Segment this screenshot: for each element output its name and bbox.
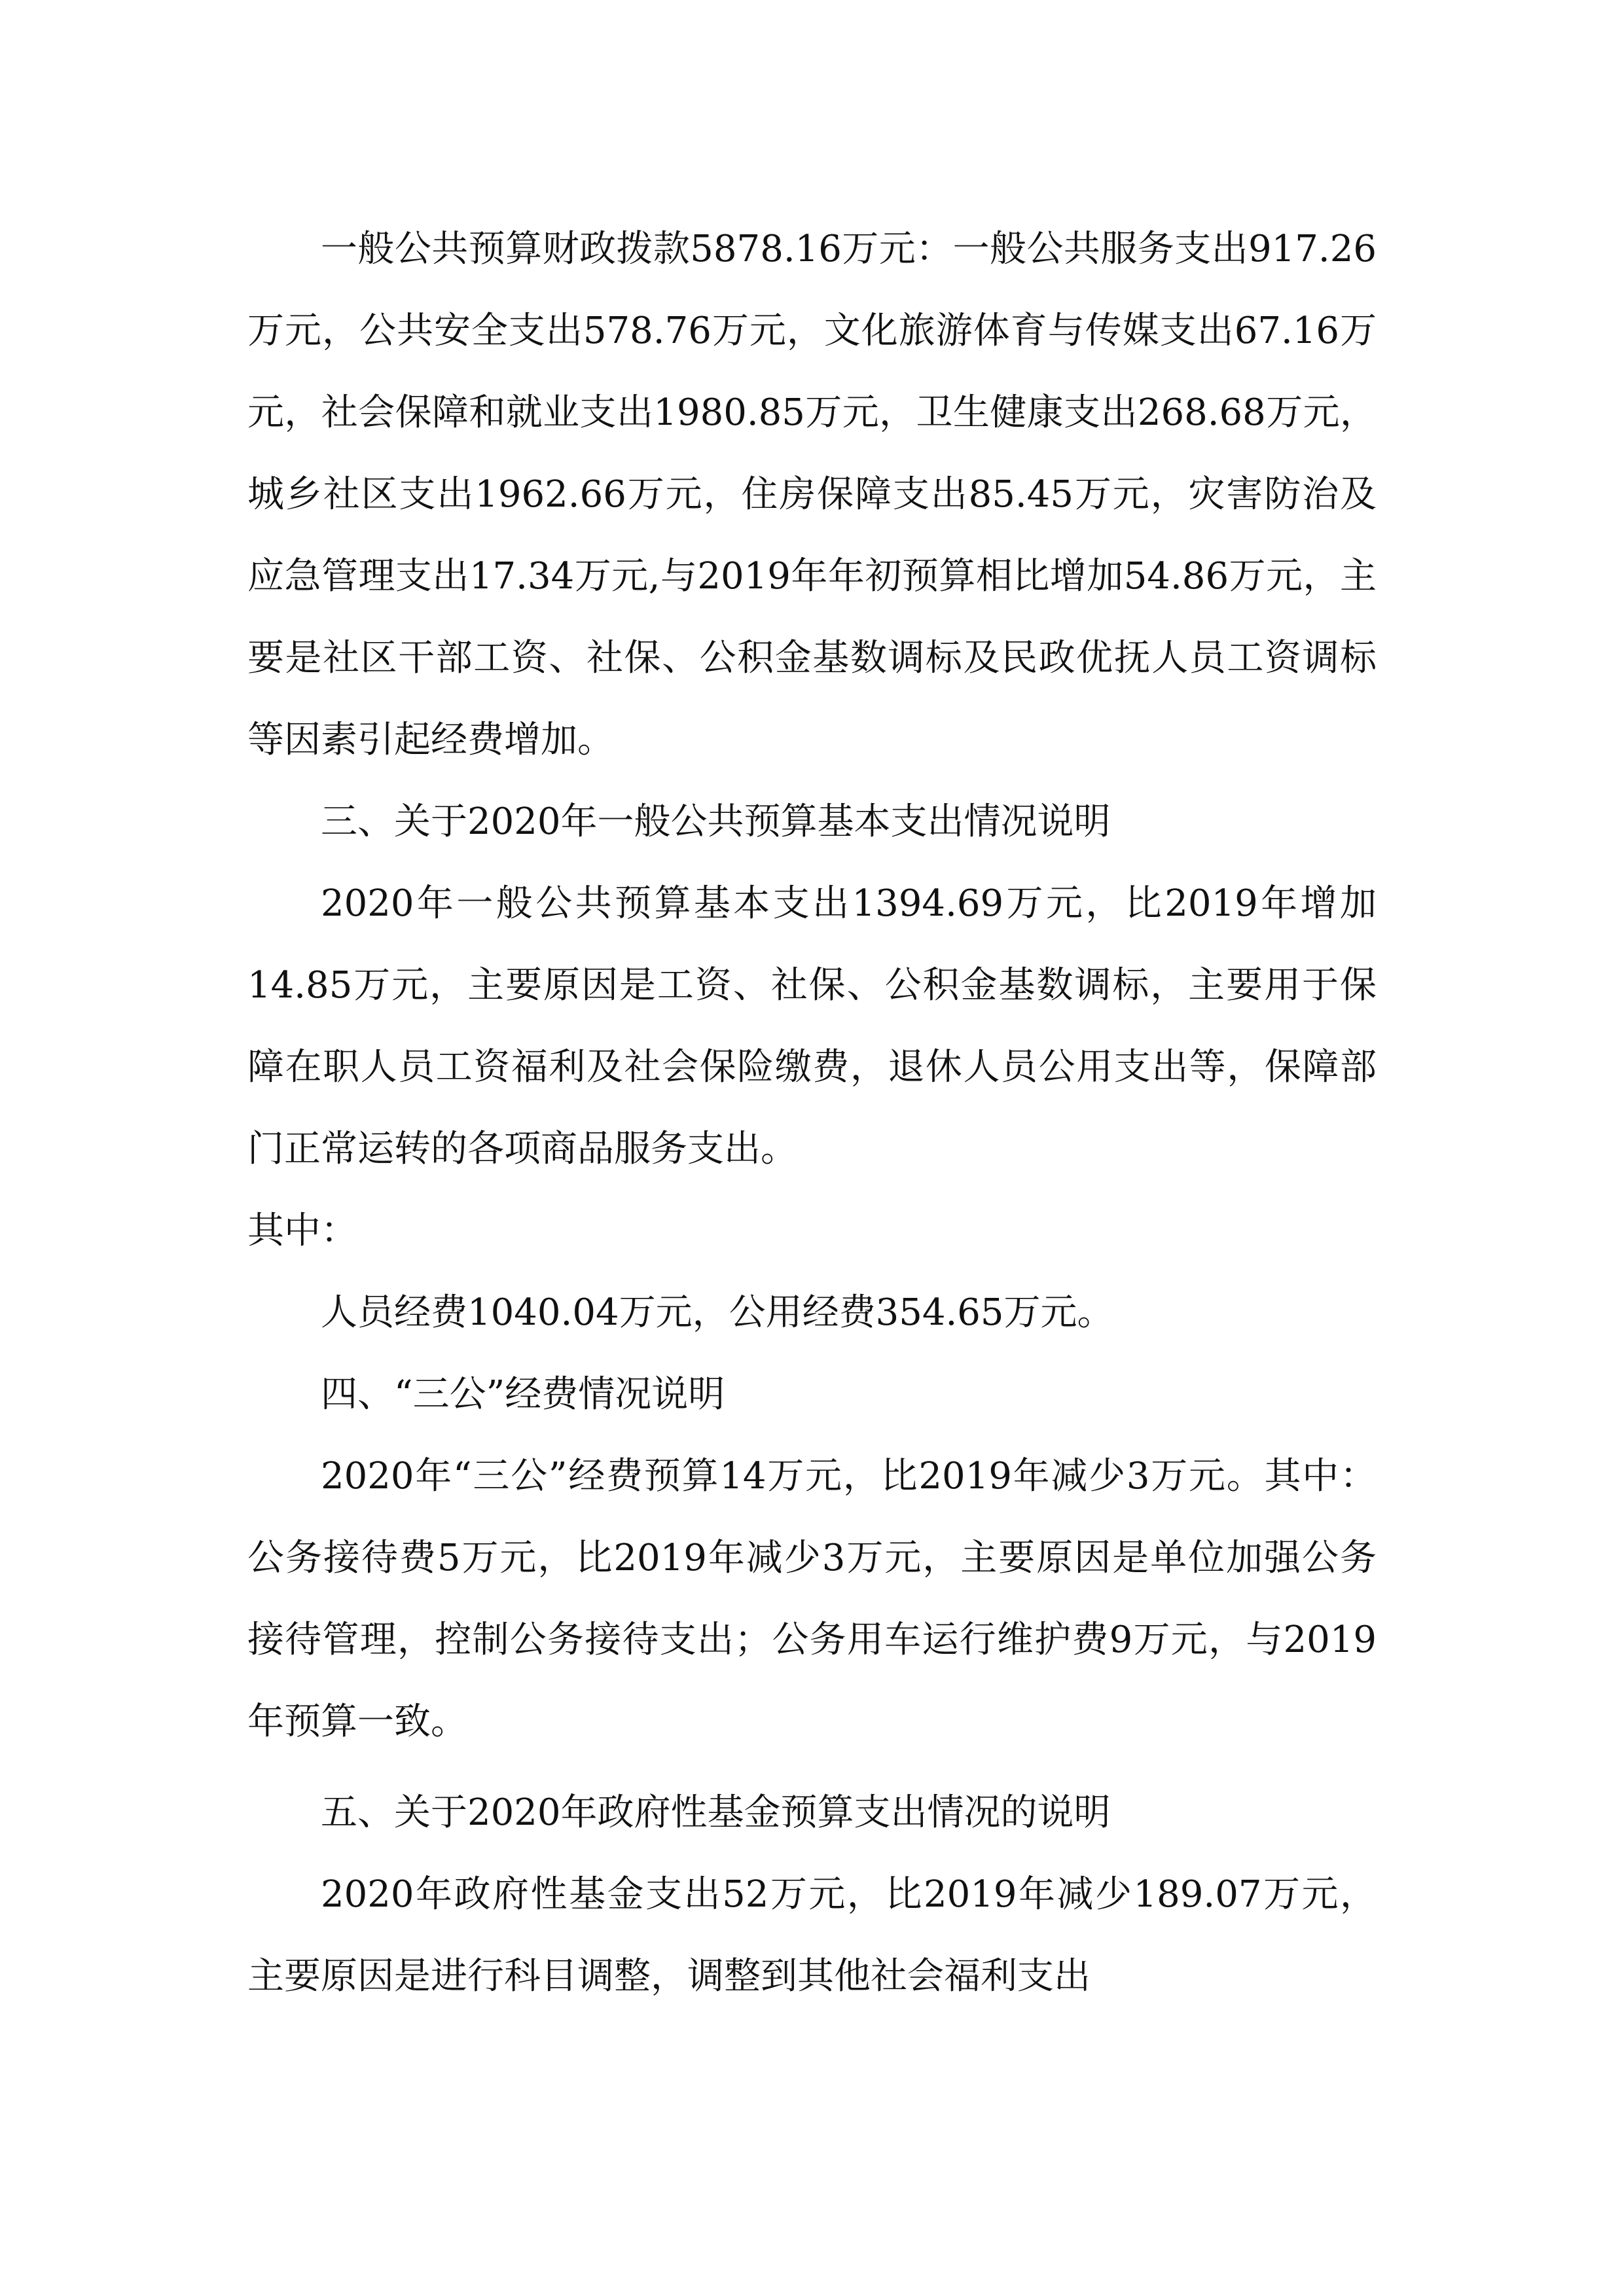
document-body [247, 208, 1377, 2017]
paragraph-among-them: 其中： [247, 1210, 357, 1252]
section-heading-basic-expenditure: 三、关于2020年一般公共预算基本支出情况说明 [321, 800, 1111, 843]
paragraph-basic-expenditure: 2020年一般公共预算基本支出1394.69万元，比2019年增加14.85万元，主要原因是工资、社保、公积金基数调标，主要用于保障在职人员工资福利及社会保险缴费，退休人员公用支出等，保障部门正常运转的各项商品服务支出。 [247, 882, 1377, 1170]
paragraph-personnel-public-funds: 人员经费1040.04万元，公用经费354.65万元。 [321, 1291, 1114, 1334]
section-heading-three-public-expenses: 四、“三公”经费情况说明 [321, 1373, 725, 1416]
paragraph-general-budget-allocation: 一般公共预算财政拨款5878.16万元：一般公共服务支出917.26万元，公共安全支出578.76万元，文化旅游体育与传媒支出67.16万元，社会保障和就业支出1980.85万元，卫生健康支出268.68万元，城乡社区支出1962.66万元，住房保障支出85.45万元，灾害防治及应急管理支出17.34万元,与2019年年初预算相比增加54.86万元，主要是社区干部工资、社保、公积金基数调标及民政优抚人员工资调标等因素引起经费增加。 [247, 228, 1377, 761]
section-heading-government-fund: 五、关于2020年政府性基金预算支出情况的说明 [321, 1791, 1111, 1834]
paragraph-three-public-expenses: 2020年“三公”经费预算14万元，比2019年减少3万元。其中：公务接待费5万元，比2019年减少3万元，主要原因是单位加强公务接待管理，控制公务接待支出；公务用车运行维护费9万元，与2019年预算一致。 [247, 1455, 1377, 1743]
paragraph-government-fund: 2020年政府性基金支出52万元，比2019年减少189.07万元，主要原因是进行科目调整，调整到其他社会福利支出 [247, 1873, 1377, 1998]
